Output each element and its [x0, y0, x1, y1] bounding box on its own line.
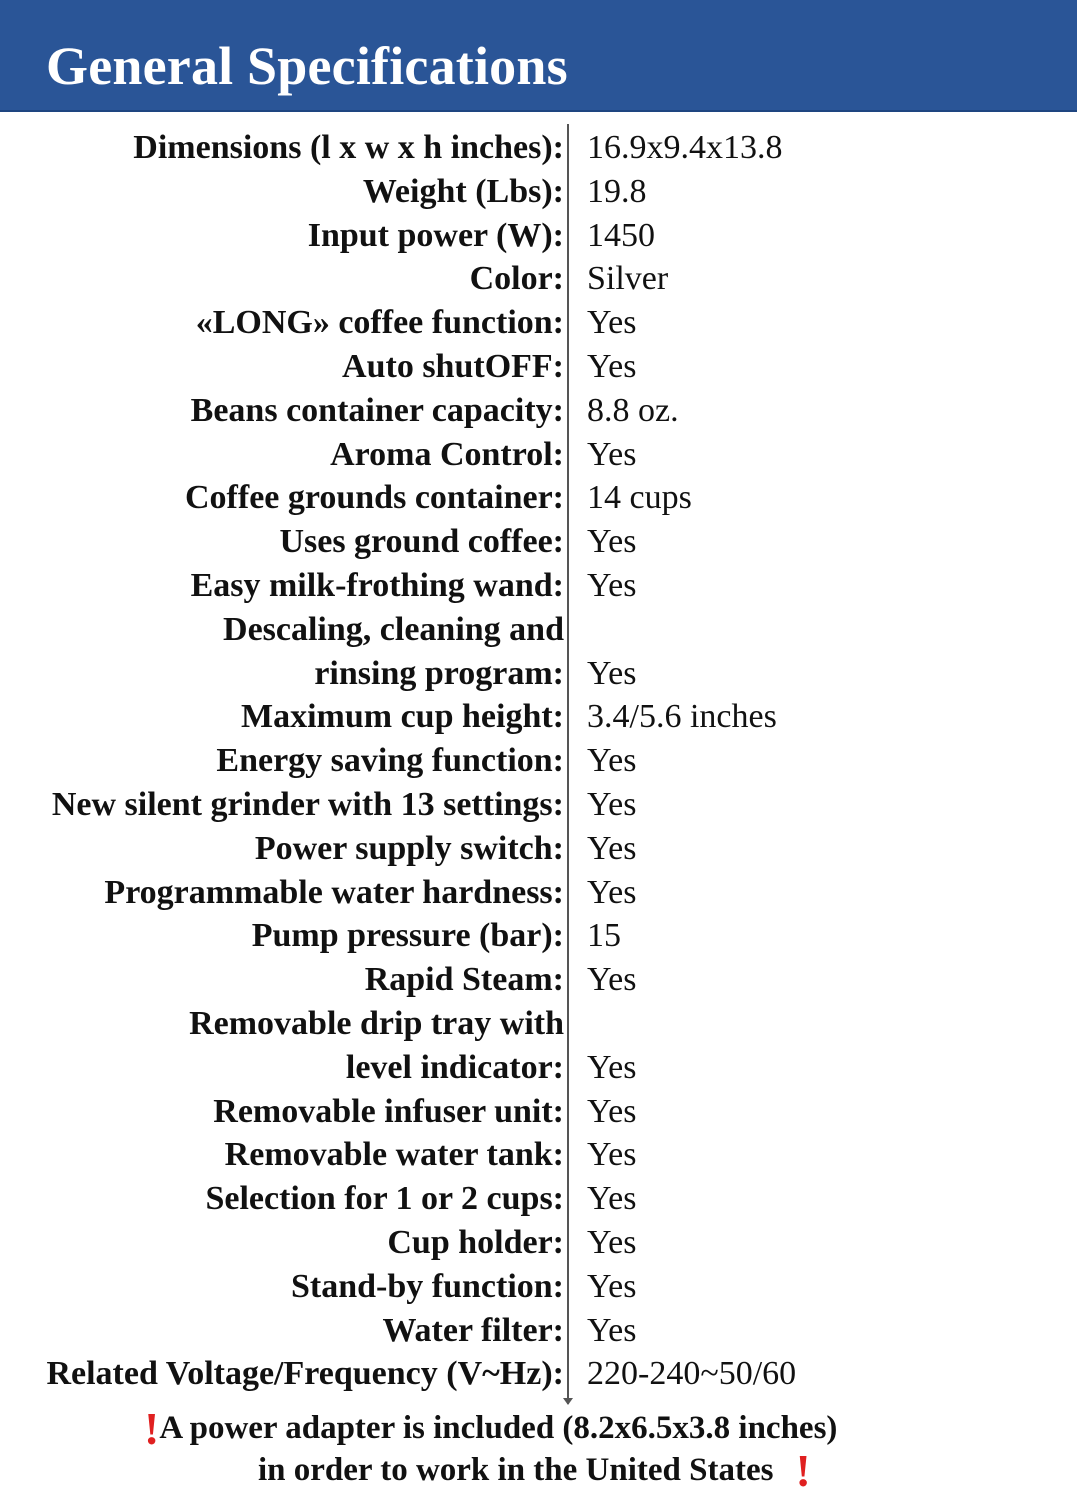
spec-value: Yes [587, 785, 637, 823]
exclamation-icon: ! [144, 1403, 160, 1454]
footnote-line-1 [144, 1403, 838, 1454]
spec-label: Aroma Control: [330, 435, 564, 473]
spec-value: Yes [587, 1180, 637, 1218]
spec-value: Yes [587, 523, 637, 561]
spec-row [0, 958, 1077, 1002]
spec-label-line: level indicator: [345, 1048, 564, 1086]
spec-value: 19.8 [587, 172, 647, 210]
spec-row [0, 827, 1077, 871]
spec-label: Removable infuser unit: [213, 1092, 564, 1130]
spec-row [0, 914, 1077, 958]
spec-row [0, 257, 1077, 301]
spec-row [0, 433, 1077, 477]
spec-row [0, 520, 1077, 564]
spec-label: Power supply switch: [254, 829, 564, 867]
spec-row [0, 389, 1077, 433]
spec-row [0, 301, 1077, 345]
spec-label [0, 608, 564, 696]
spec-value: Yes [587, 654, 637, 692]
spec-label: Auto shutOFF: [342, 347, 564, 385]
spec-row [0, 564, 1077, 608]
spec-row [0, 871, 1077, 915]
spec-value: Yes [587, 1092, 637, 1130]
spec-row [0, 783, 1077, 827]
spec-value: 16.9x9.4x13.8 [587, 129, 783, 166]
spec-row [0, 1002, 1077, 1090]
spec-value: Yes [587, 435, 637, 473]
spec-value: Silver [587, 260, 669, 298]
footnote-line-2 [258, 1445, 811, 1496]
spec-value: 3.4/5.6 inches [587, 698, 777, 736]
spec-value: Yes [587, 873, 637, 911]
spec-row [0, 1309, 1077, 1353]
spec-row [0, 1221, 1077, 1265]
spec-label [0, 1002, 564, 1090]
spec-label-line: Descaling, cleaning and [223, 610, 564, 648]
spec-row [0, 1090, 1077, 1134]
exclamation-icon: ! [795, 1445, 811, 1496]
spec-value: Yes [587, 829, 637, 867]
spec-row [0, 1265, 1077, 1309]
spec-value: 8.8 oz. [587, 391, 679, 429]
spec-label: Cup holder: [387, 1223, 564, 1261]
spec-value: Yes [587, 742, 637, 780]
footnote-text-1: A power adapter is included (8.2x6.5x3.8 inches) [159, 1410, 838, 1446]
spec-label: Rapid Steam: [364, 961, 564, 999]
spec-row [0, 1177, 1077, 1221]
spec-row [0, 739, 1077, 783]
spec-value: Yes [587, 347, 637, 385]
page-title: General Specifications [46, 36, 568, 96]
spec-label: Stand-by function: [290, 1267, 564, 1305]
spec-label: Easy milk-frothing wand: [190, 566, 564, 604]
spec-value: Yes [587, 961, 637, 999]
spec-table [0, 126, 1077, 1396]
spec-row [0, 608, 1077, 696]
spec-row [0, 1133, 1077, 1177]
spec-value: Yes [587, 566, 637, 604]
spec-value: 14 cups [587, 479, 692, 517]
spec-row [0, 126, 1077, 170]
spec-label: Input power (W): [307, 216, 564, 254]
spec-label: Dimensions (l x w x h inches): [133, 129, 564, 166]
spec-label: Uses ground coffee: [279, 523, 564, 561]
spec-row [0, 214, 1077, 258]
divider-arrow-tip [563, 1398, 573, 1405]
spec-label: Selection for 1 or 2 cups: [205, 1180, 564, 1218]
spec-value: Yes [587, 1223, 637, 1261]
spec-label: Water filter: [382, 1311, 564, 1349]
spec-label: Removable water tank: [224, 1136, 564, 1174]
spec-label: «LONG» coffee function: [195, 304, 564, 342]
spec-row [0, 695, 1077, 739]
spec-value: Yes [587, 1267, 637, 1305]
spec-row [0, 476, 1077, 520]
spec-label-line: Removable drip tray with [189, 1004, 564, 1042]
spec-label: Programmable water hardness: [104, 873, 564, 911]
spec-value: Yes [587, 1136, 637, 1174]
header-banner [0, 0, 1077, 112]
spec-value: 15 [587, 917, 621, 955]
spec-row [0, 345, 1077, 389]
spec-value: Yes [587, 1048, 637, 1086]
spec-value: Yes [587, 304, 637, 342]
spec-label: Coffee grounds container: [185, 479, 564, 517]
spec-label: Pump pressure (bar): [251, 917, 564, 955]
spec-label: Maximum cup height: [241, 698, 564, 736]
spec-row [0, 170, 1077, 214]
spec-label: New silent grinder with 13 settings: [51, 785, 564, 823]
spec-label: Color: [469, 260, 564, 298]
spec-value: 220-240~50/60 [587, 1355, 797, 1393]
spec-value: 1450 [587, 216, 655, 254]
column-divider [567, 124, 569, 1404]
spec-label: Related Voltage/Frequency (V~Hz): [46, 1355, 564, 1393]
spec-label: Weight (Lbs): [362, 172, 564, 210]
footnote-text-2: in order to work in the United States [258, 1452, 774, 1488]
spec-value: Yes [587, 1311, 637, 1349]
spec-label: Energy saving function: [216, 742, 564, 780]
spec-label: Beans container capacity: [190, 391, 564, 429]
spec-label-line: rinsing program: [314, 654, 564, 692]
spec-row [0, 1352, 1077, 1396]
